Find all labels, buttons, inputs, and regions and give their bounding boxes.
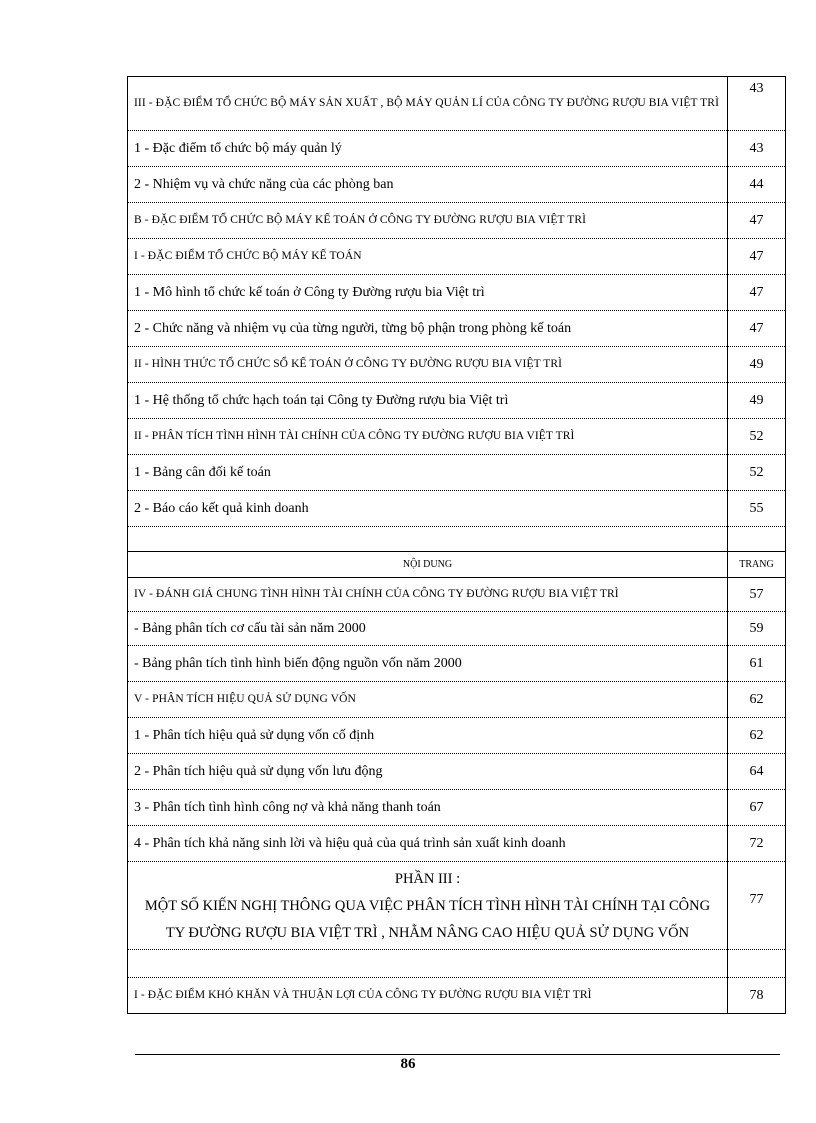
- toc-row: [128, 790, 786, 826]
- toc-title: B - ĐẶC ĐIỂM TỔ CHỨC BỘ MÁY KẾ TOÁN Ở CÔNG TY ĐƯỜNG RƯỢU BIA VIỆT TRÌ: [128, 203, 728, 239]
- toc-row: [128, 275, 786, 311]
- toc-title: 4 - Phân tích khả năng sinh lời và hiệu quả của quá trình sản xuất kinh doanh: [128, 826, 728, 862]
- toc-row: [128, 311, 786, 347]
- toc-row: [128, 419, 786, 455]
- toc-page: 44: [728, 167, 786, 203]
- toc-row: [128, 978, 786, 1014]
- toc-title: 1 - Hệ thống tổ chức hạch toán tại Công ty Đường rượu bia Việt trì: [128, 383, 728, 419]
- toc-title: I - ĐẶC ĐIỂM TỔ CHỨC BỘ MÁY KẾ TOÁN: [128, 239, 728, 275]
- toc-row: [128, 203, 786, 239]
- toc-title: III - ĐẶC ĐIỂM TỔ CHỨC BỘ MÁY SẢN XUẤT , BỘ MÁY QUẢN LÍ CỦA CÔNG TY ĐƯỜNG RƯỢU BIA VIỆT TRÌ: [128, 77, 728, 131]
- toc-page: 62: [728, 718, 786, 754]
- toc-spacer-row: [128, 527, 786, 552]
- toc-row: [128, 578, 786, 612]
- page-number: 86: [400, 1056, 416, 1072]
- toc-page: 57: [728, 578, 786, 612]
- toc-title: - Bảng phân tích cơ cấu tài sản năm 2000: [128, 612, 728, 646]
- toc-title: 2 - Phân tích hiệu quả sử dụng vốn lưu động: [128, 754, 728, 790]
- toc-page: 62: [728, 682, 786, 718]
- toc-title: 1 - Đặc điểm tổ chức bộ máy quản lý: [128, 131, 728, 167]
- toc-title: II - PHÂN TÍCH TÌNH HÌNH TÀI CHÍNH CỦA CÔNG TY ĐƯỜNG RƯỢU BIA VIỆT TRÌ: [128, 419, 728, 455]
- toc-row: [128, 239, 786, 275]
- toc-page: 47: [728, 203, 786, 239]
- toc-part-row: [128, 862, 786, 950]
- toc-row: [128, 167, 786, 203]
- toc-page: 77: [728, 862, 786, 950]
- toc-title: 1 - Phân tích hiệu quả sử dụng vốn cố định: [128, 718, 728, 754]
- toc-row: [128, 754, 786, 790]
- toc-row: [128, 718, 786, 754]
- toc-row: [128, 646, 786, 682]
- part3-cell: [128, 862, 728, 950]
- toc-page: 52: [728, 455, 786, 491]
- toc-row: [128, 77, 786, 131]
- toc-row: [128, 826, 786, 862]
- toc-page: 49: [728, 383, 786, 419]
- toc-row: [128, 347, 786, 383]
- toc-title: V - PHÂN TÍCH HIỆU QUẢ SỬ DỤNG VỐN: [128, 682, 728, 718]
- toc-row: [128, 455, 786, 491]
- toc-title: 3 - Phân tích tình hình công nợ và khả năng thanh toán: [128, 790, 728, 826]
- toc-page: 47: [728, 275, 786, 311]
- toc-page: 47: [728, 311, 786, 347]
- toc-page: 43: [728, 131, 786, 167]
- toc-page: 49: [728, 347, 786, 383]
- toc-header-row: [128, 552, 786, 578]
- toc-title: 2 - Nhiệm vụ và chức năng của các phòng ban: [128, 167, 728, 203]
- toc-title: I - ĐẶC ĐIỂM KHÓ KHĂN VÀ THUẬN LỢI CỦA CÔNG TY ĐƯỜNG RƯỢU BIA VIỆT TRÌ: [128, 978, 728, 1014]
- table-of-contents: [127, 76, 786, 1014]
- toc-title: - Bảng phân tích tình hình biến động nguồn vốn năm 2000: [128, 646, 728, 682]
- part3-line1: MỘT SỐ KIẾN NGHỊ THÔNG QUA VIỆC PHÂN TÍCH TÌNH HÌNH TÀI CHÍNH TẠI CÔNG: [144, 898, 711, 914]
- toc-title: 1 - Mô hình tổ chức kế toán ở Công ty Đường rượu bia Việt trì: [128, 275, 728, 311]
- toc-row: [128, 491, 786, 527]
- toc-page: 67: [728, 790, 786, 826]
- toc-title: 2 - Báo cáo kết quả kinh doanh: [128, 491, 728, 527]
- part3-heading: PHẦN III :: [394, 871, 461, 887]
- toc-row: [128, 682, 786, 718]
- part3-line2: TY ĐƯỜNG RƯỢU BIA VIỆT TRÌ , NHẰM NÂNG CAO HIỆU QUẢ SỬ DỤNG VỐN: [165, 925, 690, 941]
- toc-page: 61: [728, 646, 786, 682]
- toc-page: 59: [728, 612, 786, 646]
- toc-row: [128, 383, 786, 419]
- toc-page: 47: [728, 239, 786, 275]
- toc-page: 78: [728, 978, 786, 1014]
- toc-title: 1 - Bảng cân đối kế toán: [128, 455, 728, 491]
- toc-spacer-row: [128, 950, 786, 978]
- header-page: TRANG: [728, 552, 786, 578]
- toc-row: [128, 612, 786, 646]
- toc-row: [128, 131, 786, 167]
- toc-title: II - HÌNH THỨC TỔ CHỨC SỔ KẾ TOÁN Ở CÔNG TY ĐƯỜNG RƯỢU BIA VIỆT TRÌ: [128, 347, 728, 383]
- toc-page: 55: [728, 491, 786, 527]
- toc-title: 2 - Chức năng và nhiệm vụ của từng người, từng bộ phận trong phòng kế toán: [128, 311, 728, 347]
- footer-divider: [135, 1054, 780, 1055]
- toc-page: 64: [728, 754, 786, 790]
- toc-page: 43: [728, 77, 786, 131]
- toc-page: 72: [728, 826, 786, 862]
- header-content: NỘI DUNG: [128, 552, 728, 578]
- toc-title: IV - ĐÁNH GIÁ CHUNG TÌNH HÌNH TÀI CHÍNH CỦA CÔNG TY ĐƯỜNG RƯỢU BIA VIỆT TRÌ: [128, 578, 728, 612]
- toc-page: 52: [728, 419, 786, 455]
